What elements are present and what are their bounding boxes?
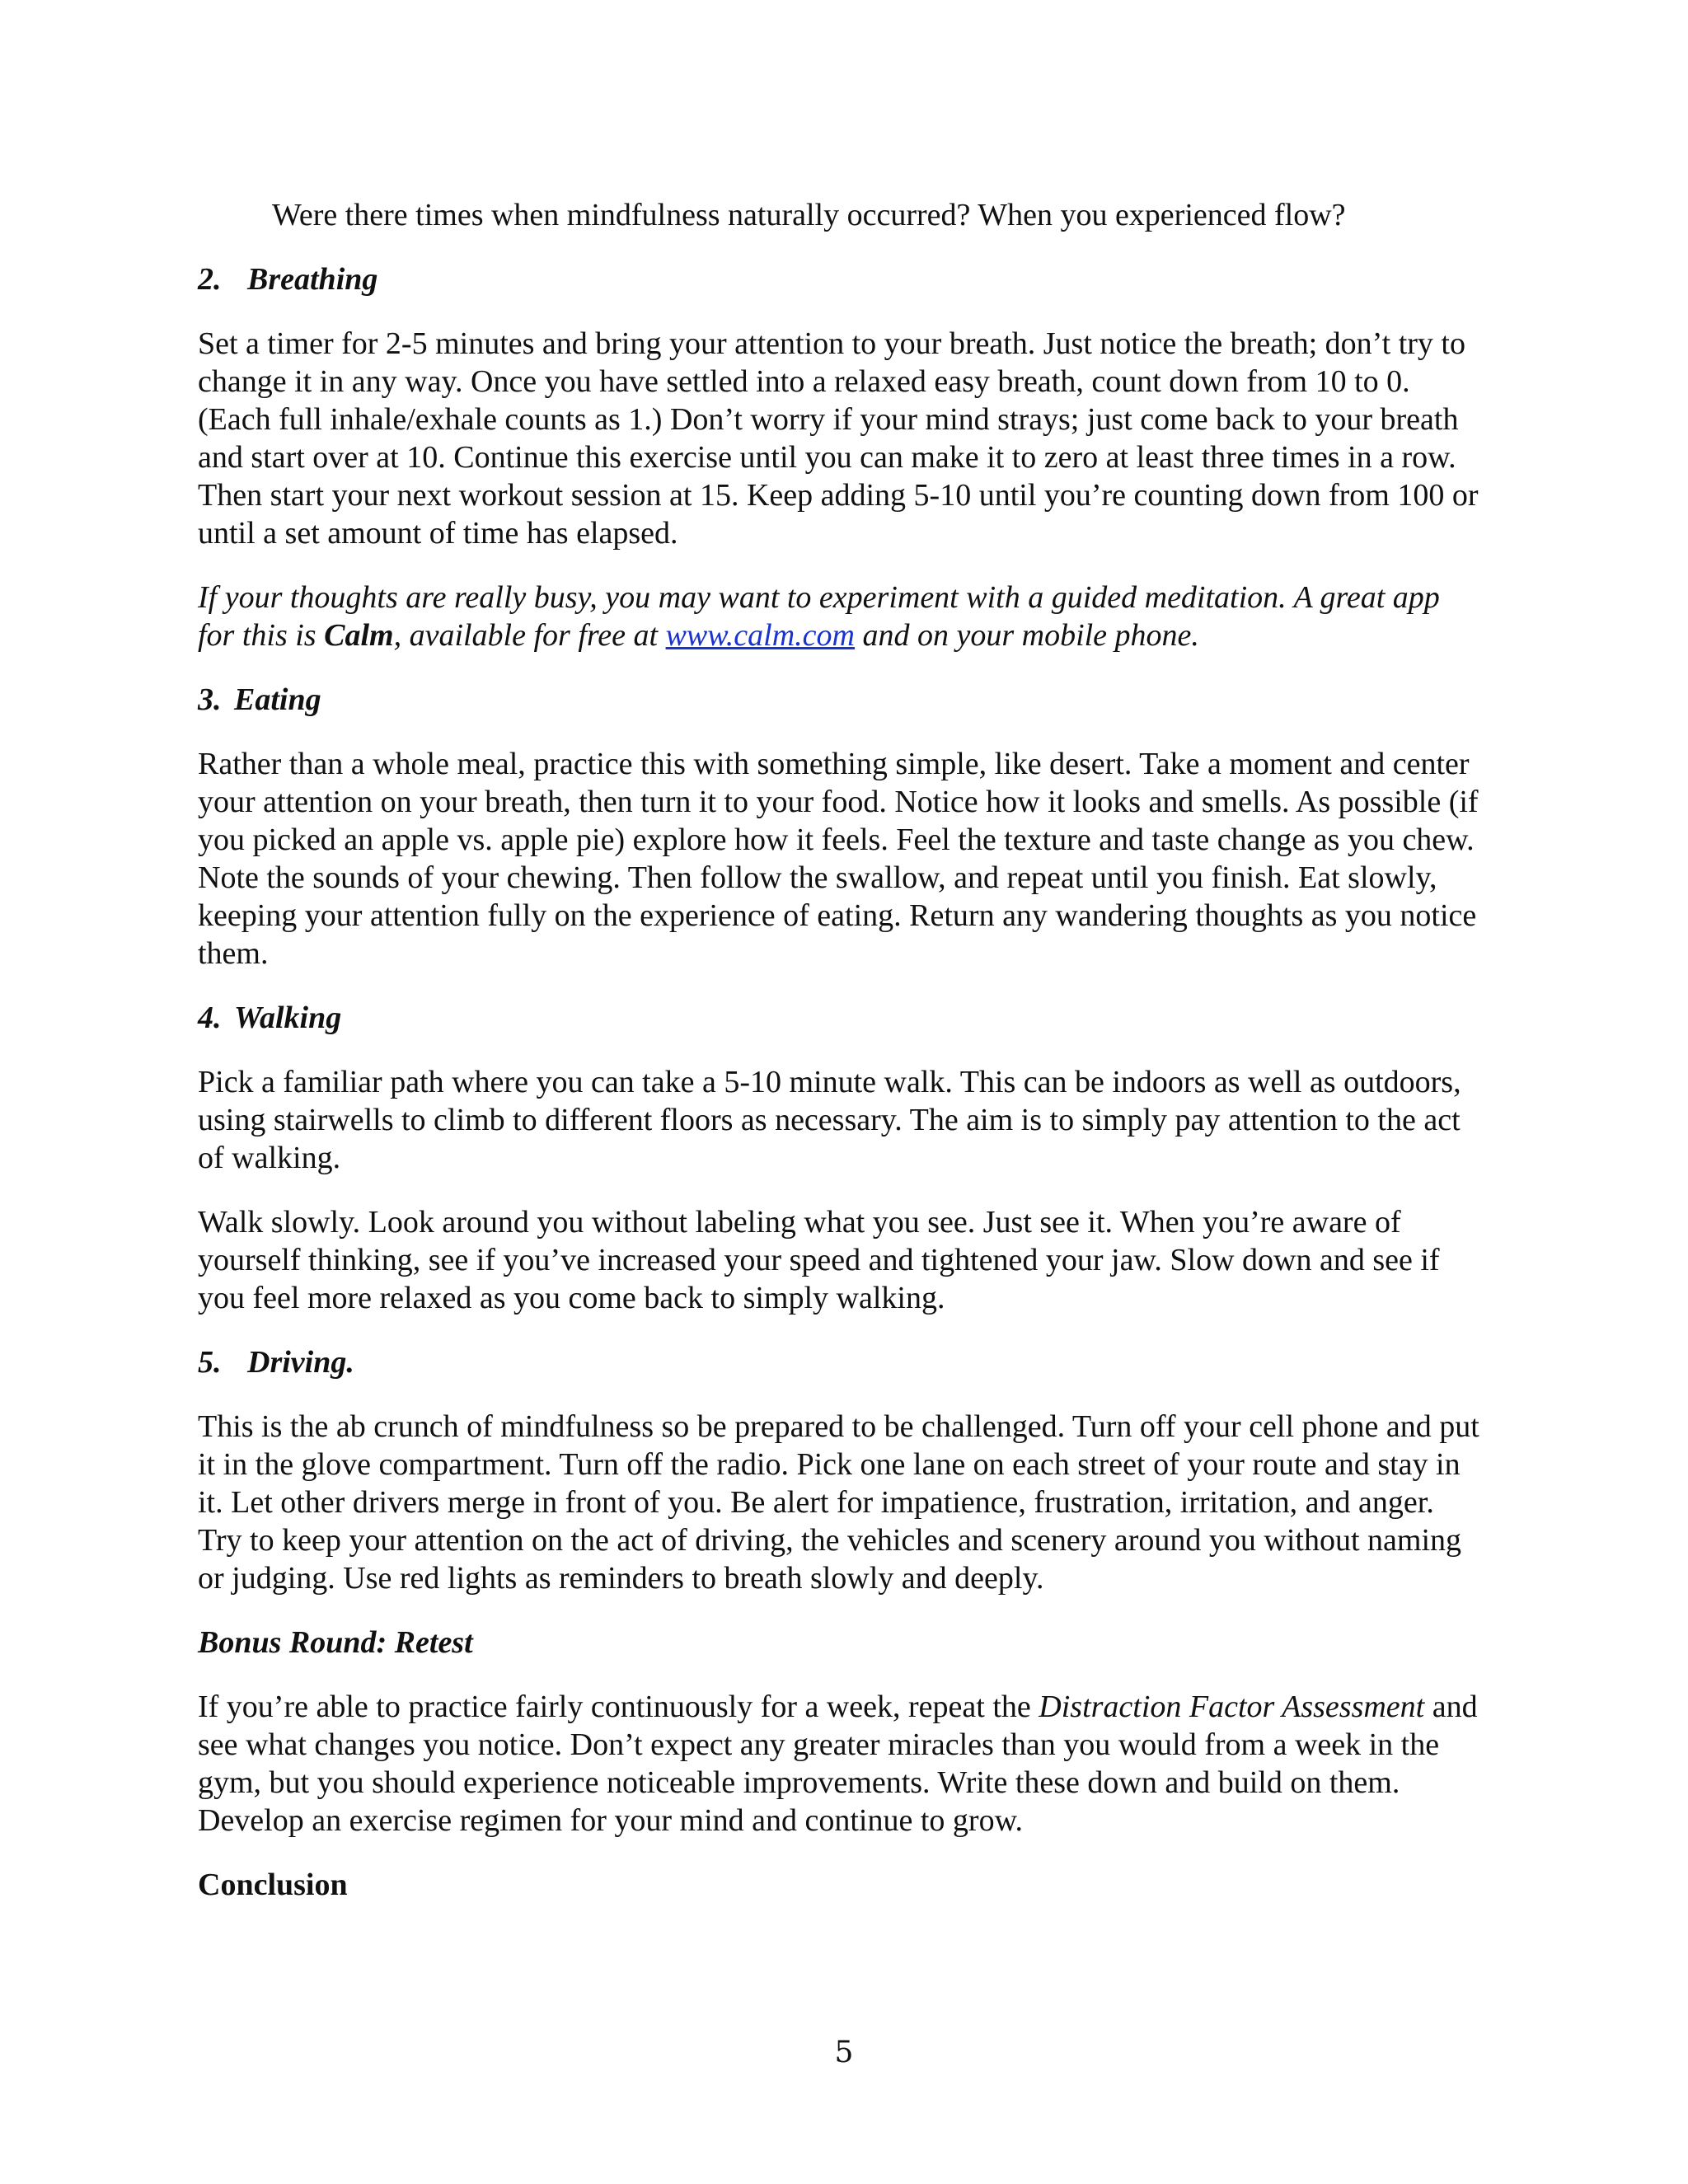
heading-title: Eating (234, 682, 321, 717)
heading-conclusion: Conclusion (198, 1868, 348, 1902)
calm-link[interactable]: www.calm.com (665, 618, 855, 653)
intro-paragraph: Were there times when mindfulness naturally occurred? When you experienced flow? (272, 198, 1346, 232)
heading-bonus: Bonus Round: Retest (198, 1625, 473, 1660)
app-name: Calm (324, 618, 394, 653)
walking-paragraph-1: Pick a familiar path where you can take a 5-10 minute walk. This can be indoors as well as outdoors, using stairwells to climb to different floors as necessary. The aim is to simply pay attention to the act of walking. (198, 1065, 1461, 1175)
bonus-text: If you’re able to practice fairly continuously for a week, repeat the (198, 1690, 1039, 1724)
heading-breathing (198, 260, 1484, 298)
heading-number: 2. (198, 262, 222, 297)
note-text: and on your mobile phone. (854, 618, 1199, 653)
heading-walking (198, 999, 1484, 1037)
document-page (198, 196, 1484, 1930)
bonus-text: and see what changes you notice. Don’t expect any greater miracles than you would from a week in the gym, but you should experience noticeable improvements. Write these down and build on them. Develop an exercise regimen for your mind and continue to grow. (198, 1690, 1478, 1838)
heading-title: Walking (234, 1001, 342, 1035)
heading-driving (198, 1343, 1484, 1381)
heading-title: Breathing (247, 262, 378, 297)
breathing-paragraph: Set a timer for 2-5 minutes and bring your attention to your breath. Just notice the breath; don’t try to change it in any way. Once you have settled into a relaxed easy breath, count down from 10 to 0. (Each full inhale/exhale counts as 1.) Don’t worry if your mind strays; just come back to your breath and start over at 10. Continue this exercise until you can make it to zero at least three times in a row. Then start your next workout session at 15. Keep adding 5-10 until you’re counting down from 100 or until a set amount of time has elapsed. (198, 326, 1479, 551)
bonus-paragraph (198, 1688, 1484, 1840)
driving-paragraph: This is the ab crunch of mindfulness so be prepared to be challenged. Turn off your cell phone and put it in the glove compartment. Turn off the radio. Pick one lane on each street of your route and stay in it. Let other drivers merge in front of you. Be alert for impatience, frustration, irritation, and anger. Try to keep your attention on the act of driving, the vehicles and scenery around you without naming or judging. Use red lights as reminders to breath slowly and deeply. (198, 1409, 1479, 1596)
heading-number: 4. (198, 1001, 222, 1035)
heading-number: 3. (198, 682, 222, 717)
walking-paragraph-2: Walk slowly. Look around you without labeling what you see. Just see it. When you’re aware of yourself thinking, see if you’ve increased your speed and tightened your jaw. Slow down and see if you feel more relaxed as you come back to simply walking. (198, 1205, 1440, 1315)
assessment-reference: Distraction Factor Assessment (1039, 1690, 1425, 1724)
note-text: If your thoughts are really busy, you may want to experiment with a guided meditation. A great app for this is (198, 580, 1440, 653)
breathing-note (198, 579, 1484, 654)
eating-paragraph: Rather than a whole meal, practice this with something simple, like desert. Take a moment and center your attention on your breath, then turn it to your food. Notice how it looks and smells. As possible (if you picked an apple vs. apple pie) explore how it feels. Feel the texture and taste change as you chew. Note the sounds of your chewing. Then follow the swallow, and repeat until you finish. Eat slowly, keeping your attention fully on the experience of eating. Return any wandering thoughts as you notice them. (198, 747, 1479, 971)
heading-title: Driving. (247, 1345, 354, 1380)
note-text: , available for free at (393, 618, 666, 653)
heading-number: 5. (198, 1345, 222, 1380)
heading-eating (198, 681, 1484, 719)
page-number: 5 (834, 2036, 854, 2069)
